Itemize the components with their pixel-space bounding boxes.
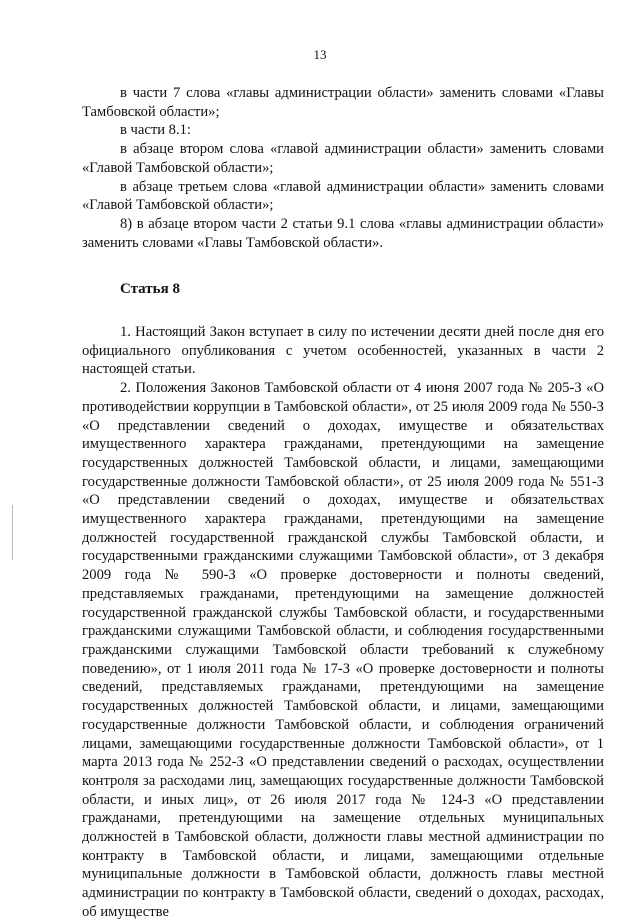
paragraph: 2. Положения Законов Тамбовской области от 4 июня 2007 года № 205-З «О противодействии коррупции в Тамбовской области», от 25 июля 2009 года № 550-З «О представлении сведений о доходах, имуществе и обязательствах имущественного характера гражданами, претендующими на замещение государственных должностей Тамбовской области, и лицами, замещающими государственные должности Тамбовской области», от 25 июля 2009 года № 551-З «О представлении сведений о доходах, имуществе и обязательствах имущественного характера гражданами, претендующими на замещение должностей государственной гражданской службы Тамбовской области, и государственными гражданскими служащими Тамбовской области», от 3 декабря 2009 года № 590-З «О проверке достоверности и полноты сведений, представляемых гражданами, претендующими на замещение должностей государственной гражданской службы Тамбовской области, и государственными гражданскими служащими Тамбовской области, и соблюдения государственными гражданскими служащими Тамбовской области требований к служебному поведению», от 1 июля 2011 года № 17-З «О проверке достоверности и полноты сведений, представляемых гражданами, претендующими на замещение государственных должностей Тамбовской области, и лицами, замещающими государственные должности Тамбовской области, и соблюдения ограничений лицами, замещающими государственные должности Тамбовской области», от 1 марта 2013 года № 252-З «О представлении сведений о расходах, осуществлении контроля за расходами лиц, замещающих государственные должности Тамбовской области, и иных лиц», от 26 июля 2017 года № 124-З «О представлении гражданами, претендующими на замещение отдельных муниципальных должностей в Тамбовской области, должности главы местной администрации по контракту в Тамбовской области, и лицами, замещающими отдельные муниципальные должности в Тамбовской области, должность главы местной администрации по контракту в Тамбовской области, сведений о доходах, расходах, об имуществе — [82, 380, 604, 920]
paragraph: в абзаце третьем слова «главой администрации области» заменить словами «Главой Тамбовской области»; — [82, 178, 604, 214]
page-number: 13 — [313, 47, 327, 62]
document-body — [82, 84, 604, 922]
paragraph: 1. Настоящий Закон вступает в силу по истечении десяти дней после дня его официального опубликования с учетом особенностей, указанных в части 2 настоящей статьи. — [82, 324, 604, 378]
paragraph: в части 8.1: — [120, 122, 191, 139]
paragraph: в части 7 слова «главы администрации области» заменить словами «Главы Тамбовской области»; — [82, 85, 604, 120]
paragraph: в абзаце втором слова «главой администрации области» заменить словами «Главой Тамбовской области»; — [82, 141, 604, 176]
article-heading: Статья 8 — [120, 281, 180, 298]
paragraph: 8) в абзаце втором части 2 статьи 9.1 слова «главы администрации области» заменить словами «Главы Тамбовской области». — [82, 215, 604, 251]
scan-margin-mark — [12, 505, 13, 560]
